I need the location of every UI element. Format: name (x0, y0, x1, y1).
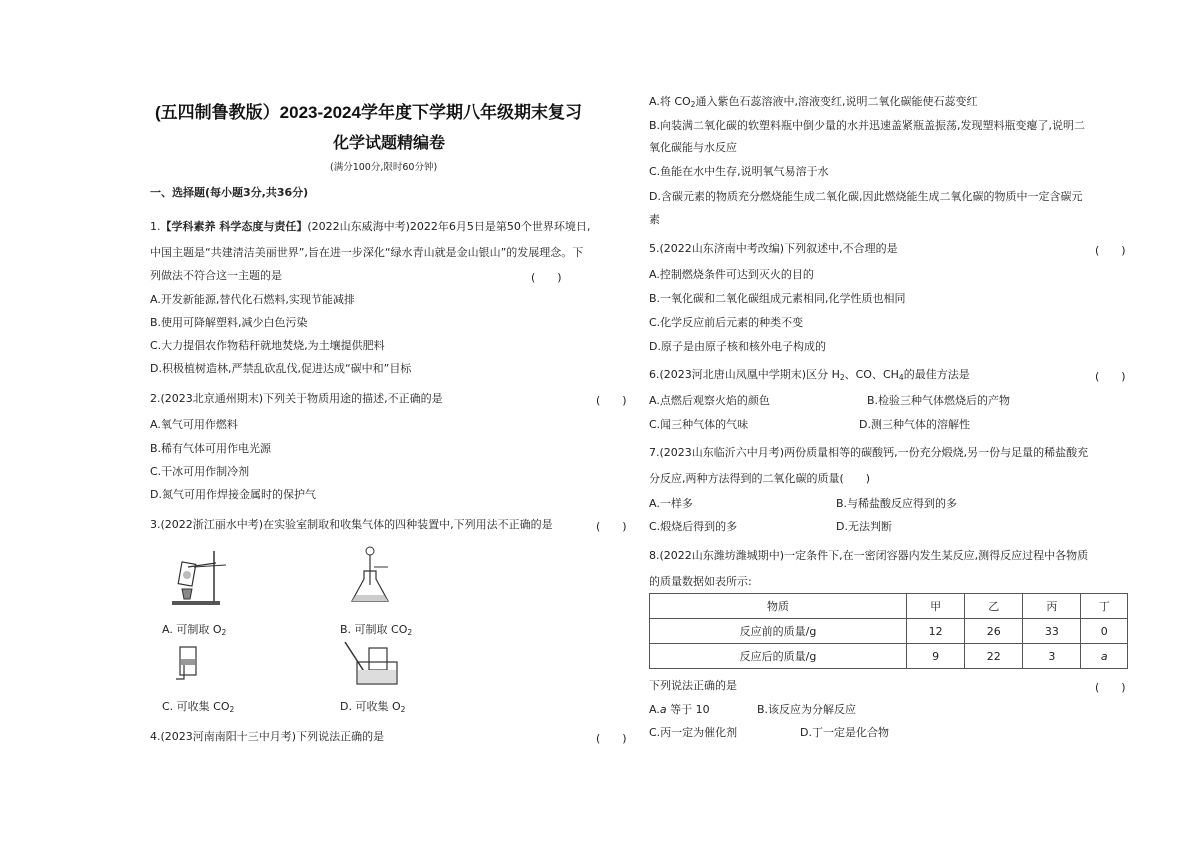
q6-stem (649, 368, 970, 382)
q6-stem-pre: 6.(2023河北唐山凤凰中学期末)区分 H (649, 368, 840, 381)
q6-option-b: B.检验三种气体燃烧后的产物 (867, 394, 1011, 407)
q7-option-d: D.无法判断 (836, 520, 892, 533)
q6-stem-mid: 、CO、CH (844, 368, 899, 381)
q4-stem: 4.(2023河南南阳十三中月考)下列说法正确的是 (150, 730, 385, 743)
q8-option-a: A.a 等于 10 (649, 703, 710, 716)
table-row (650, 644, 1128, 669)
q4-option-d-line1: D.含碳元素的物质充分燃烧能生成二氧化碳,因此燃烧能生成二氧化碳的物质中一定含碳元 (649, 190, 1083, 203)
table-cell: 22 (965, 644, 1023, 669)
q2-option-a: A.氧气可用作燃料 (150, 418, 238, 431)
q1-line3: 列做法不符合这一主题的是 (150, 269, 282, 282)
table-cell: 0 (1081, 619, 1128, 644)
apparatus-c-image (172, 645, 202, 685)
q3-option-b (340, 623, 412, 637)
table-header-cell: 物质 (650, 594, 907, 619)
q4-option-b-line2: 氧化碳能与水反应 (649, 141, 737, 154)
q4-option-b-line1: B.向装满二氧化碳的软塑料瓶中倒少量的水并迅速盖紧瓶盖振荡,发现塑料瓶变瘪了,说明二 (649, 119, 1086, 132)
table-header-cell: 丙 (1023, 594, 1081, 619)
q2-stem: 2.(2023北京通州期末)下列关于物质用途的描述,不正确的是 (150, 392, 443, 405)
apparatus-a-image (170, 545, 230, 607)
q6-option-a: A.点燃后观察火焰的颜色 (649, 394, 770, 407)
q8-line2: 的质量数据如表所示: (649, 575, 752, 588)
apparatus-b-image (348, 545, 398, 607)
q1-option-d: D.积极植树造林,严禁乱砍乱伐,促进达成“碳中和”目标 (150, 362, 412, 375)
mass-data-table (649, 593, 1128, 669)
q1-option-c: C.大力提倡农作物秸秆就地焚烧,为土壤提供肥料 (150, 339, 385, 352)
q1-line1-rest: (2022山东威海中考)2022年6月5日是第50个世界环境日, (307, 220, 591, 233)
q5-stem: 5.(2022山东济南中考改编)下列叙述中,不合理的是 (649, 242, 898, 255)
q6-stem-post: 的最佳方法是 (903, 368, 970, 381)
q3-option-d-sub: 2 (400, 705, 406, 714)
q7-line2: 分反应,两种方法得到的二氧化碳的质量( ) (649, 472, 871, 485)
q3-option-a-text: A. 可制取 O (162, 623, 222, 636)
q1-option-b: B.使用可降解塑料,减少白色污染 (150, 316, 308, 329)
q1-answer-paren[interactable]: ( ) (531, 271, 562, 284)
q3-option-d (340, 700, 405, 714)
q1-tag: 【学科素养 科学态度与责任】 (160, 220, 308, 233)
q1-line1 (150, 220, 590, 234)
q6-h2-sub: 2 (839, 373, 845, 382)
q3-option-c-sub: 2 (229, 705, 235, 714)
table-cell: 12 (907, 619, 965, 644)
q8-option-a-var: a (659, 703, 667, 716)
table-header-cell: 乙 (965, 594, 1023, 619)
table-cell: a (1081, 644, 1128, 669)
table-header-row (650, 594, 1128, 619)
table-cell: 反应后的质量/g (650, 644, 907, 669)
section-heading: 一、选择题(每小题3分,共36分) (150, 186, 309, 199)
q3-option-a-sub: 2 (221, 628, 227, 637)
q4-option-a (649, 95, 977, 109)
q4-option-a-pre: A.将 CO (649, 95, 691, 108)
score-info: (满分100分,限时60分钟) (330, 162, 438, 173)
q3-option-c (162, 700, 234, 714)
q6-answer-paren[interactable]: ( ) (1095, 370, 1126, 383)
q5-option-c: C.化学反应前后元素的种类不变 (649, 316, 804, 329)
q6-option-c: C.闻三种气体的气味 (649, 418, 749, 431)
q8-option-d: D.丁一定是化合物 (800, 726, 889, 739)
apparatus-d-image (343, 640, 399, 688)
q2-option-b: B.稀有气体可用作电光源 (150, 442, 272, 455)
q8-option-a-post: 等于 10 (666, 703, 710, 716)
q7-option-b: B.与稀盐酸反应得到的多 (836, 497, 958, 510)
q8-line1: 8.(2022山东潍坊潍城期中)一定条件下,在一密闭容器内发生某反应,测得反应过程中各物质 (649, 549, 1089, 562)
table-cell: 3 (1023, 644, 1081, 669)
q4-option-a-post: 通入紫色石蕊溶液中,溶液变红,说明二氧化碳能使石蕊变红 (695, 95, 978, 108)
q8-after-table: 下列说法正确的是 (649, 679, 737, 692)
q6-ch4-sub: 4 (898, 373, 904, 382)
q1-number: 1. (150, 220, 161, 233)
q3-stem: 3.(2022浙江丽水中考)在实验室制取和收集气体的四种装置中,下列用法不正确的是 (150, 518, 553, 531)
table-row (650, 619, 1128, 644)
q7-option-c: C.煅烧后得到的多 (649, 520, 738, 533)
q2-option-d: D.氮气可用作焊接金属时的保护气 (150, 488, 316, 501)
q5-answer-paren[interactable]: ( ) (1095, 244, 1126, 257)
table-header-cell: 甲 (907, 594, 965, 619)
page-subtitle: 化学试题精编卷 (333, 133, 446, 152)
q3-option-d-text: D. 可收集 O (340, 700, 401, 713)
q4-option-a-sub: 2 (690, 100, 696, 109)
q3-answer-paren[interactable]: ( ) (596, 520, 627, 533)
q7-line1: 7.(2023山东临沂六中月考)两份质量相等的碳酸钙,一份充分煅烧,另一份与足量的稀盐酸充 (649, 446, 1089, 459)
q7-option-a: A.一样多 (649, 497, 693, 510)
q3-option-c-text: C. 可收集 CO (162, 700, 230, 713)
q2-option-c: C.干冰可用作制冷剂 (150, 465, 250, 478)
table-cell: 33 (1023, 619, 1081, 644)
q8-option-b: B.该反应为分解反应 (757, 703, 857, 716)
table-cell: 反应前的质量/g (650, 619, 907, 644)
q6-option-d: D.测三种气体的溶解性 (859, 418, 970, 431)
table-cell: 9 (907, 644, 965, 669)
q8-option-c: C.丙一定为催化剂 (649, 726, 738, 739)
q1-option-a: A.开发新能源,替代化石燃料,实现节能减排 (150, 293, 355, 306)
q4-answer-paren[interactable]: ( ) (596, 732, 627, 745)
table-header-cell: 丁 (1081, 594, 1128, 619)
page-title: (五四制鲁教版）2023-2024学年度下学期八年级期末复习 (155, 103, 582, 122)
q5-option-d: D.原子是由原子核和核外电子构成的 (649, 340, 826, 353)
q1-line2: 中国主题是“共建清洁美丽世界”,旨在进一步深化“绿水青山就是金山银山”的发展理念。下 (150, 246, 584, 259)
q5-option-b: B.一氧化碳和二氧化碳组成元素相同,化学性质也相同 (649, 292, 906, 305)
q3-option-b-sub: 2 (407, 628, 413, 637)
q8-answer-paren[interactable]: ( ) (1095, 681, 1126, 694)
q5-option-a: A.控制燃烧条件可达到灭火的目的 (649, 268, 814, 281)
q3-option-b-text: B. 可制取 CO (340, 623, 408, 636)
q2-answer-paren[interactable]: ( ) (596, 394, 627, 407)
q3-option-a (162, 623, 226, 637)
table-cell: 26 (965, 619, 1023, 644)
q4-option-c: C.鱼能在水中生存,说明氧气易溶于水 (649, 165, 829, 178)
q4-option-d-line2: 素 (649, 213, 660, 226)
